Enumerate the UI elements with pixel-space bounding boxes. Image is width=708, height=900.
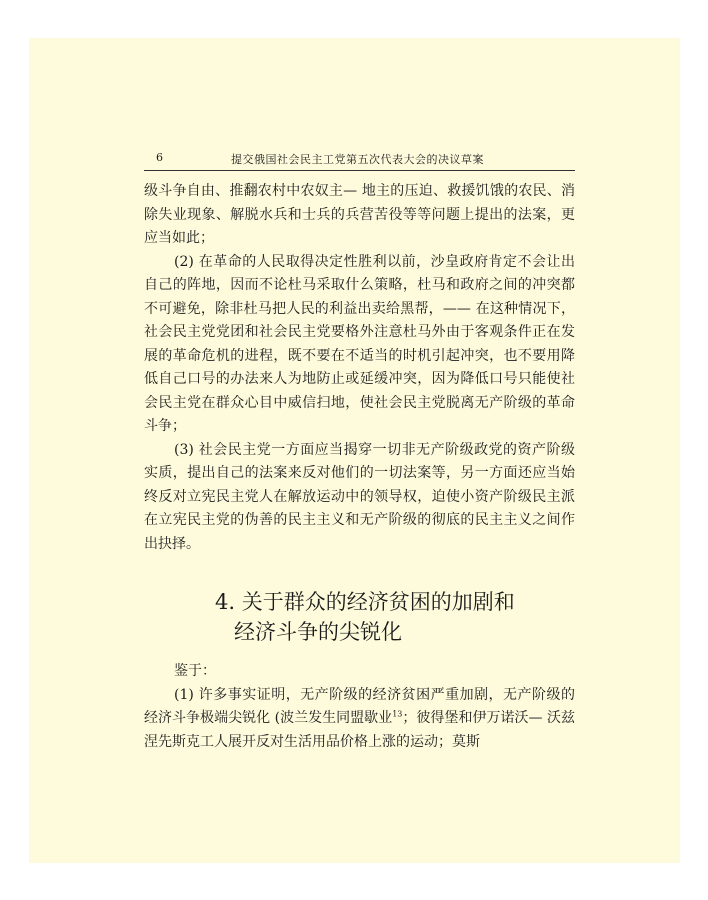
section-paragraph-1-text-b: ；彼得堡和伊万诺沃— 沃兹涅先斯克工人展开反对生活用品价格上涨的运动；莫斯 [144, 710, 576, 750]
section-paragraph-1-text-a: (1) 许多事实证明，无产阶级的经济贫困严重加剧，无产阶级的经济斗争极端尖锐化 (波兰发生同盟歇业 [144, 686, 575, 726]
body-text-block [144, 180, 575, 556]
footnote-marker: 13 [392, 709, 403, 719]
section-heading [215, 587, 515, 647]
section-body [144, 660, 575, 754]
running-title: 提交俄国社会民主工党第五次代表大会的决议草案 [231, 153, 484, 166]
paragraph-item-3: (3) 社会民主党一方面应当揭穿一切非无产阶级政党的资产阶级实质，提出自己的法案来反对他们的一切法案等，另一方面还应当始终反对立宪民主党人在解放运动中的领导权，迫使小资产阶级民主派在立宪民主党的伪善的民主主义和无产阶级的彻底的民主主义之间作出抉择。 [144, 441, 575, 552]
section-paragraph-1 [144, 684, 575, 755]
page-number: 6 [156, 151, 163, 164]
paragraph-continuation: 级斗争自由、推翻农村中农奴主— 地主的压迫、救援饥饿的农民、消除失业现象、解脱水兵和士兵的兵营苦役等等问题上提出的法案，更应当如此； [144, 183, 575, 246]
paragraph-item-2: (2) 在革命的人民取得决定性胜利以前，沙皇政府肯定不会让出自己的阵地，因而不论杜马采取什么策略，杜马和政府之间的冲突都不可避免，除非杜马把人民的利益出卖给黑帮，—— 在这种情况下，社会民主党党团和社会民主党要格外注意杜马外由于客观条件正在发展的革命危机的进程，既不要在不适当的时机引起冲突，也不要用降低自己口号的办法来人为地防止或延缓冲突，因为降低口号只能使社会民主党在群众心目中威信扫地，使社会民主党脱离无产阶级的革命斗争； [144, 253, 575, 434]
section-heading-line2: 经济斗争的尖锐化 [234, 620, 402, 644]
section-heading-line1: 4. 关于群众的经济贫困的加剧和 [215, 590, 515, 614]
section-lead: 鉴于： [174, 663, 216, 679]
page-header [144, 148, 575, 171]
